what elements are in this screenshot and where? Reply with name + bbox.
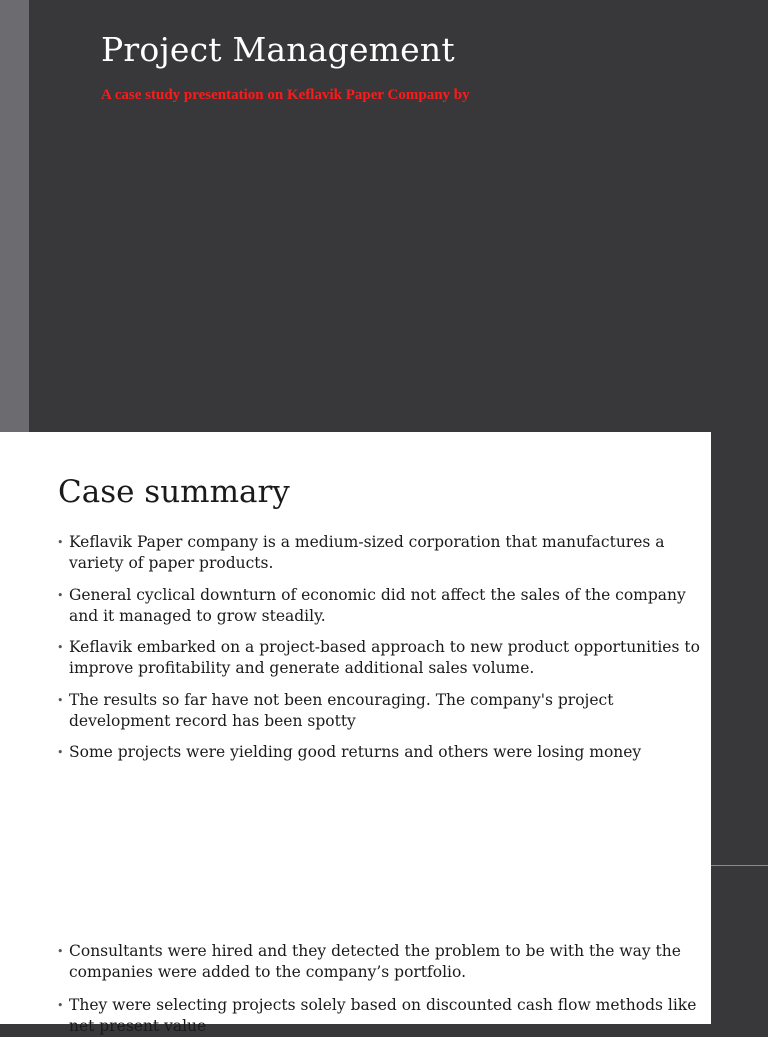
bullet-marker: •	[57, 536, 64, 549]
bullet-marker: •	[57, 945, 64, 958]
bullet-text: Consultants were hired and they detected the problem to be with the way the companies were added to the company’s portfolio.	[69, 942, 681, 981]
list-item	[57, 532, 707, 574]
slide-accent-bar	[0, 0, 29, 432]
bullet-text: The results so far have not been encouraging. The company's project development record has been spotty	[69, 691, 614, 730]
bullet-marker: •	[57, 641, 64, 654]
slide-subtitle: A case study presentation on Keflavik Paper Company by	[101, 87, 470, 103]
bullet-text: Some projects were yielding good returns and others were losing money	[69, 743, 642, 761]
slide-heading: Case summary	[58, 474, 290, 510]
list-item	[57, 690, 707, 732]
bullet-marker: •	[57, 999, 64, 1012]
bullet-marker: •	[57, 694, 64, 707]
list-item	[57, 742, 707, 763]
bullet-marker: •	[57, 746, 64, 759]
bullet-text: Keflavik embarked on a project-based approach to new product opportunities to improve profitability and generate additional sales volume.	[69, 638, 700, 677]
bullet-text: General cyclical downturn of economic did not affect the sales of the company and it managed to grow steadily.	[69, 586, 686, 625]
list-item	[57, 995, 707, 1037]
slide-title: Project Management	[101, 30, 455, 69]
list-item	[57, 585, 707, 627]
divider	[711, 865, 768, 866]
bullet-text: They were selecting projects solely based on discounted cash flow methods like net present value	[69, 996, 697, 1035]
next-slide-edge	[711, 432, 768, 1024]
list-item	[57, 941, 707, 983]
title-slide[interactable]	[0, 0, 768, 432]
bullet-text: Keflavik Paper company is a medium-sized corporation that manufactures a variety of paper products.	[69, 533, 665, 572]
bullet-marker: •	[57, 589, 64, 602]
case-summary-slide[interactable]	[0, 432, 711, 1035]
list-item	[57, 637, 707, 679]
